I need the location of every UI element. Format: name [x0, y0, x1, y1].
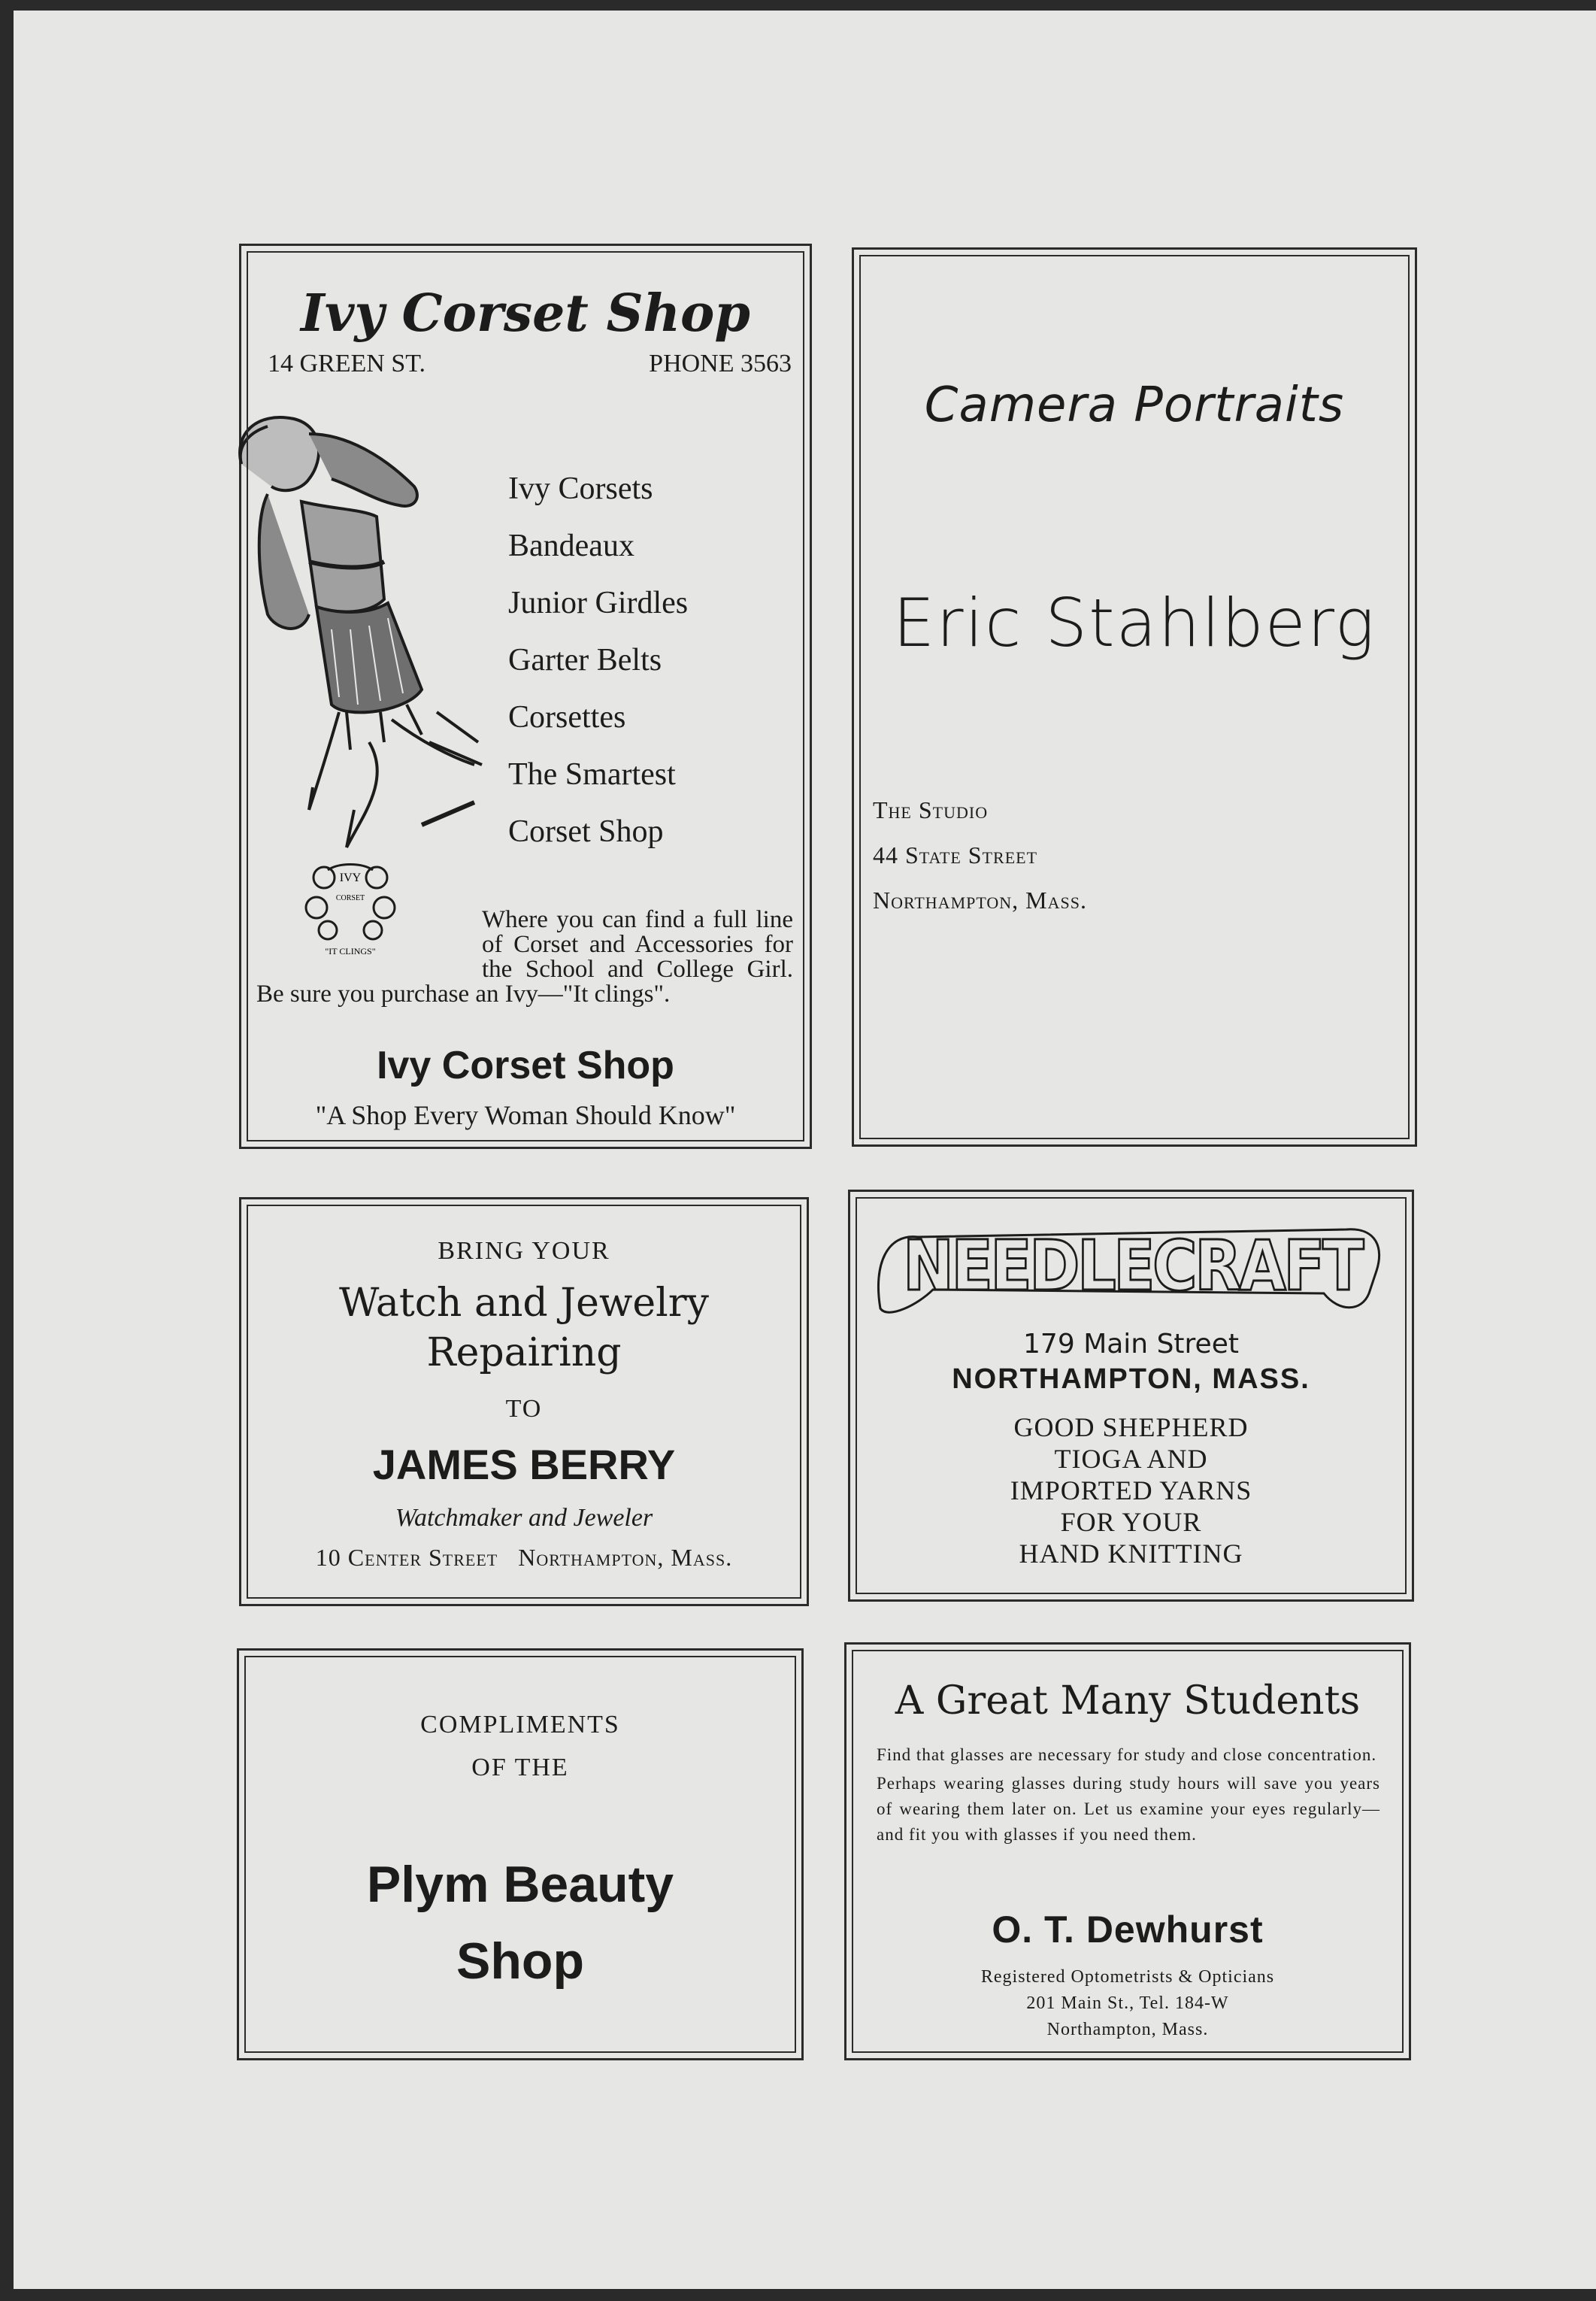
berry-subtitle: Watchmaker and Jeweler: [395, 1504, 653, 1532]
berry-address: 10 Center Street Northampton, Mass.: [315, 1544, 733, 1571]
berry-to: TO: [505, 1395, 543, 1423]
dew-info-line: 201 Main St., Tel. 184-W: [1026, 1993, 1229, 2013]
ivy-item: Ivy Corsets: [508, 471, 653, 506]
dew-info-line: Northampton, Mass.: [1046, 2020, 1209, 2039]
ivy-product-list: [508, 460, 688, 860]
james-berry-ad: [239, 1197, 809, 1606]
berry-headline: [241, 1278, 807, 1378]
berry-name: JAMES BERRY: [372, 1441, 676, 1488]
ivy-item: Bandeaux: [508, 529, 634, 563]
studio-label: The Studio: [873, 796, 989, 823]
berry-headline-line2: Repairing: [426, 1330, 622, 1375]
ivy-footer-name: Ivy Corset Shop: [377, 1044, 674, 1087]
needle-street: 179 Main Street: [1023, 1329, 1239, 1360]
plym-name: [239, 1846, 801, 1999]
ivy-description: [256, 908, 793, 1007]
needle-line: IMPORTED YARNS: [1010, 1475, 1252, 1505]
ivy-phone: PHONE 3563: [649, 350, 792, 377]
plym-name-line2: Shop: [456, 1933, 584, 1990]
needle-line: GOOD SHEPHERD: [1013, 1412, 1249, 1442]
ivy-address: 14 GREEN ST.: [268, 350, 425, 377]
emblem-text-it-clings: "IT CLINGS": [325, 946, 376, 956]
plym-compliments: [239, 1703, 801, 1789]
needlecraft-logo: [873, 1218, 1392, 1323]
dew-info-line: Registered Optometrists & Opticians: [980, 1967, 1275, 1987]
camera-title: Camera Portraits: [924, 377, 1345, 433]
dew-info: [846, 1964, 1409, 2043]
plym-name-line1: Plym Beauty: [366, 1856, 674, 1913]
ivy-item: Junior Girdles: [508, 586, 689, 620]
ivy-paragraph: Where you can find a full line of Corset and Accessories for the School and College Girl. Be sure you purchase an Ivy—"It clings".: [256, 906, 793, 1008]
berry-pre: BRING YOUR: [438, 1237, 610, 1265]
camera-portraits-ad: [852, 247, 1417, 1147]
dewhurst-ad: [844, 1642, 1411, 2060]
needle-city: NORTHAMPTON, MASS.: [952, 1363, 1310, 1395]
plym-beauty-ad: [237, 1648, 804, 2060]
camera-address: [873, 787, 1087, 923]
needle-line: HAND KNITTING: [1019, 1539, 1243, 1569]
berry-headline-line1: Watch and Jewelry: [338, 1281, 710, 1326]
ivy-item: The Smartest: [508, 757, 676, 792]
ivy-slogan: "A Shop Every Woman Should Know": [315, 1100, 736, 1130]
ivy-address-row: [268, 350, 792, 378]
photographer-name: Eric Stahlberg: [892, 584, 1376, 662]
ivy-item: Corsettes: [508, 700, 626, 735]
dew-name: O. T. Dewhurst: [992, 1908, 1264, 1951]
ivy-item: Garter Belts: [508, 643, 662, 678]
studio-city: Northampton, Mass.: [873, 887, 1087, 914]
needlecraft-logo-text: NEEDLECRAFT: [903, 1226, 1364, 1306]
ivy-item: Corset Shop: [508, 814, 664, 849]
emblem-text-corset: CORSET: [335, 894, 365, 902]
dew-title: A Great Many Students: [895, 1678, 1361, 1723]
emblem-text-ivy: IVY: [339, 872, 362, 884]
needle-line: FOR YOUR: [1060, 1507, 1202, 1537]
page: [14, 11, 1596, 2289]
studio-street: 44 State Street: [873, 841, 1038, 869]
plym-compliments-line1: COMPLIMENTS: [420, 1711, 620, 1739]
ivy-corset-ad: [239, 244, 812, 1149]
dew-para2: Perhaps wearing glasses during study hours will save you years of wearing them later on. Let us examine your eyes regularly—and fit you with glasses if you need them.: [877, 1774, 1380, 1844]
needlecraft-ad: [848, 1190, 1414, 1602]
corset-model-illustration: [196, 389, 512, 855]
dew-body: [877, 1742, 1380, 1851]
dew-para1: Find that glasses are necessary for study and close concentration.: [877, 1745, 1377, 1764]
needle-line: TIOGA AND: [1054, 1444, 1208, 1474]
ivy-title: Ivy Corset Shop: [301, 283, 750, 344]
needle-yarn-list: [850, 1411, 1412, 1569]
plym-compliments-line2: OF THE: [471, 1754, 569, 1781]
